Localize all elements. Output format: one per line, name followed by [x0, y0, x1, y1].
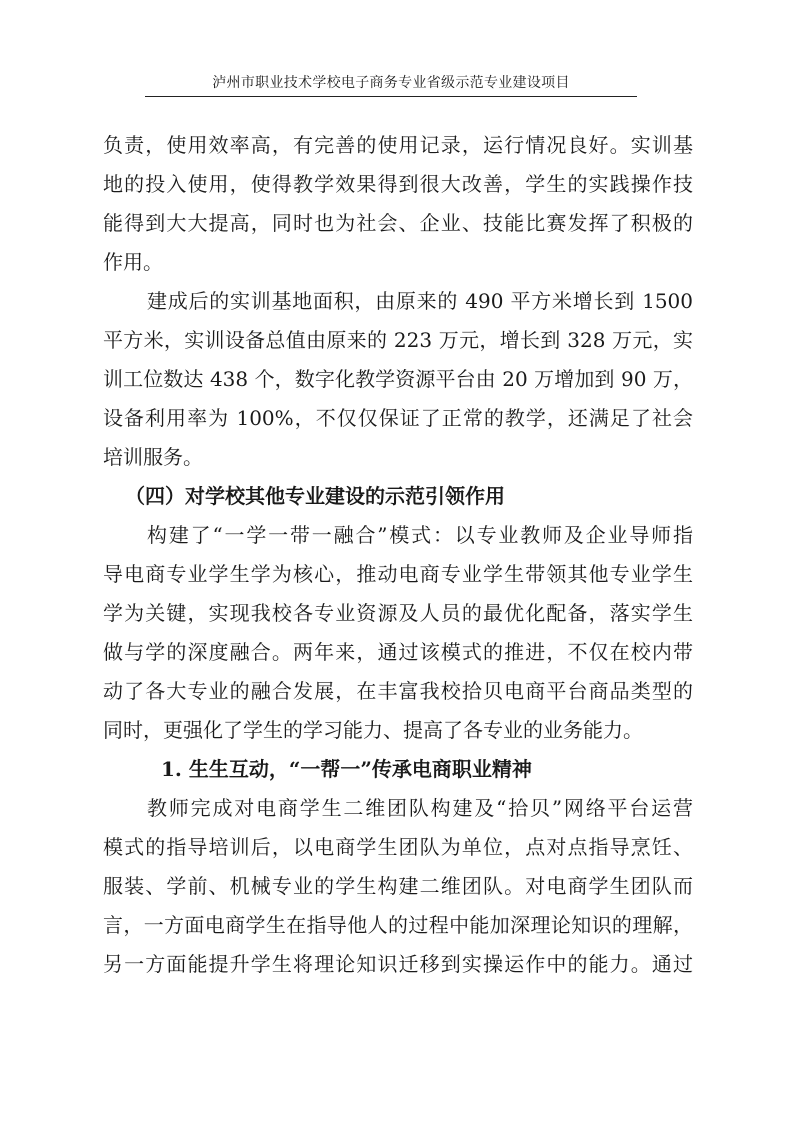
running-header: 泸州市职业技术学校电子商务专业省级示范专业建设项目: [212, 75, 570, 91]
header-divider: [145, 96, 637, 97]
text-line: 模式的指导培训后，以电商学生团队为单位，点对点指导烹饪、: [103, 835, 693, 859]
text-line: 作用。: [103, 250, 163, 274]
text-line: 设备利用率为 100%，不仅仅保证了正常的教学，还满足了社会: [103, 406, 693, 430]
paragraph: [103, 282, 693, 477]
paragraph: [103, 126, 693, 282]
text-line: 另一方面能提升学生将理论知识迁移到实操运作中的能力。通过: [103, 952, 693, 976]
text-line: 能得到大大提高，同时也为社会、企业、技能比赛发挥了积极的: [103, 211, 693, 235]
text-line: 教师完成对电商学生二维团队构建及“拾贝”网络平台运营: [147, 796, 693, 820]
paragraph: [103, 516, 693, 750]
text-line: 动了各大专业的融合发展，在丰富我校拾贝电商平台商品类型的: [103, 679, 693, 703]
text-line: 构建了“一学一带一融合”模式：以专业教师及企业导师指: [147, 523, 693, 547]
text-line: 地的投入使用，使得教学效果得到很大改善，学生的实践操作技: [103, 172, 693, 196]
section-heading: （四）对学校其他专业建设的示范引领作用: [125, 484, 505, 508]
document-body: [103, 126, 693, 984]
text-line: 服装、学前、机械专业的学生构建二维团队。对电商学生团队而: [103, 874, 693, 898]
text-line: 学为关键，实现我校各专业资源及人员的最优化配备，落实学生: [103, 601, 693, 625]
text-line: 培训服务。: [103, 445, 203, 469]
text-line: 训工位数达 438 个，数字化教学资源平台由 20 万增加到 90 万，: [103, 367, 693, 391]
text-line: 同时，更强化了学生的学习能力、提高了各专业的业务能力。: [103, 718, 643, 742]
subsection-heading: 1. 生生互动，“一帮一”传承电商职业精神: [161, 757, 532, 781]
text-line: 建成后的实训基地面积，由原来的 490 平方米增长到 1500: [147, 289, 693, 313]
text-line: 做与学的深度融合。两年来，通过该模式的推进，不仅在校内带: [103, 640, 693, 664]
text-line: 负责，使用效率高，有完善的使用记录，运行情况良好。实训基: [103, 133, 693, 157]
paragraph: [103, 789, 693, 984]
text-line: 平方米，实训设备总值由原来的 223 万元，增长到 328 万元，实: [103, 328, 693, 352]
text-line: 言，一方面电商学生在指导他人的过程中能加深理论知识的理解，: [103, 913, 693, 937]
text-line: 导电商专业学生学为核心，推动电商专业学生带领其他专业学生: [103, 562, 693, 586]
